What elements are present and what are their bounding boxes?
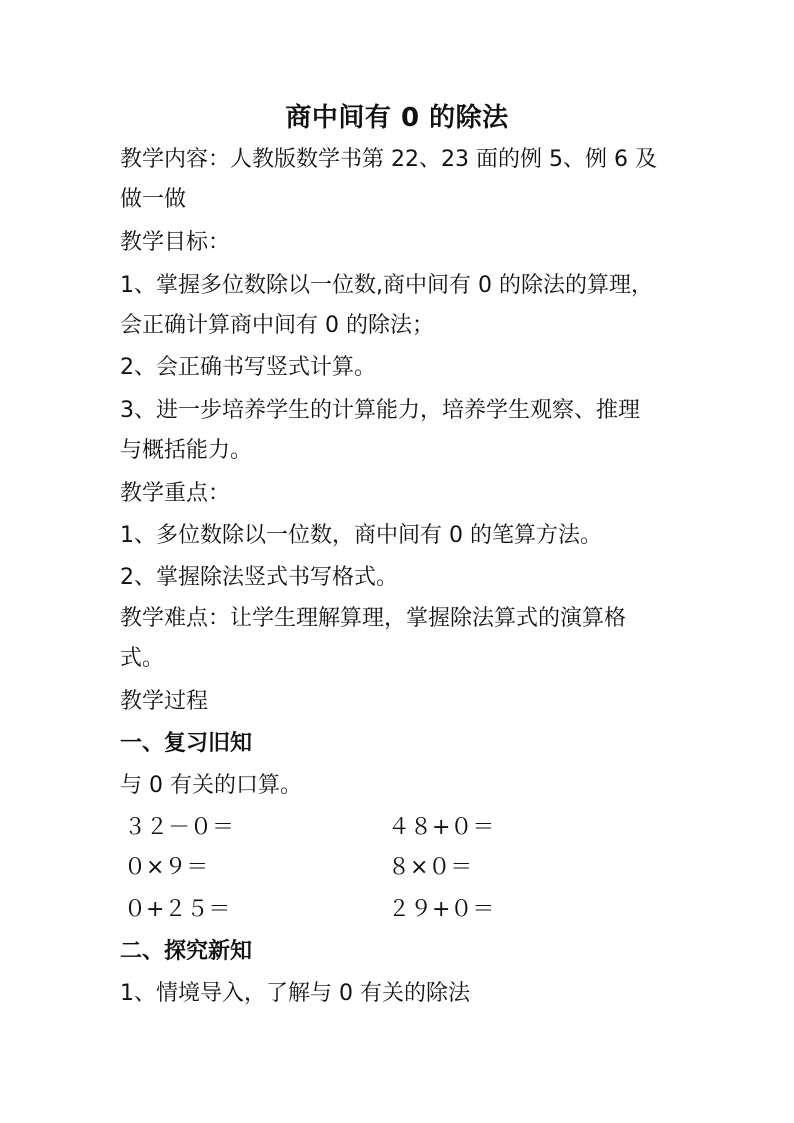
calc-row3-left: ０+２５＝ [124,897,231,922]
key-point-2: 2、掌握除法竖式书写格式。 [120,565,398,590]
objective-1-line-2: 会正确计算商中间有 0 的除法； [120,313,434,338]
review-intro: 与 0 有关的口算。 [120,773,302,798]
teaching-content-line-1: 教学内容：人教版数学书第 22、23 面的例 5、例 6 及 [120,147,657,172]
objective-3-line-2: 与概括能力。 [120,438,253,463]
calc-row2-right: ８×０＝ [388,855,473,880]
calc-row1-right: ４８+０＝ [388,815,495,840]
calc-row2-left: ０×９＝ [124,855,209,880]
objectives-heading: 教学目标： [120,230,231,255]
difficulty-line-1: 教学难点：让学生理解算理，掌握除法算式的演算格 [120,606,627,631]
key-points-heading: 教学重点： [120,481,231,506]
calc-row3-right: ２９+０＝ [388,897,495,922]
explore-step-1: 1、情境导入，了解与 0 有关的除法 [120,981,470,1006]
process-heading: 教学过程 [120,689,209,714]
section-review-heading: 一、复习旧知 [120,731,253,756]
key-point-1: 1、多位数除以一位数，商中间有 0 的笔算方法。 [120,523,602,548]
teaching-content-line-2: 做一做 [120,187,187,212]
objective-3-line-1: 3、进一步培养学生的计算能力，培养学生观察、推理 [120,398,640,423]
objective-1-line-1: 1、掌握多位数除以一位数,商中间有 0 的除法的算理， [120,273,653,298]
document-title: 商中间有 0 的除法 [285,103,509,133]
section-explore-heading: 二、探究新知 [120,939,253,964]
calc-row1-left: ３２－０＝ [124,815,235,840]
difficulty-line-2: 式。 [120,646,165,671]
objective-2: 2、会正确书写竖式计算。 [120,355,376,380]
